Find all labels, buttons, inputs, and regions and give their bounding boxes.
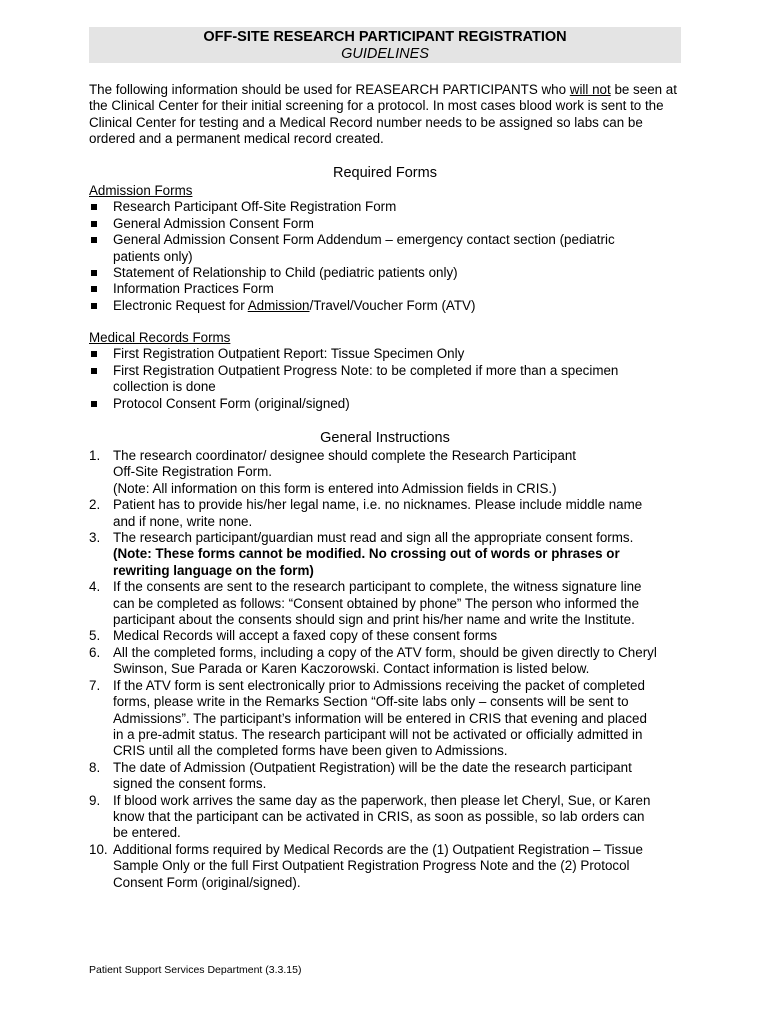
instruction-item — [89, 628, 689, 644]
instruction-number: 9. — [89, 792, 101, 808]
page-subtitle: GUIDELINES — [341, 46, 429, 62]
instruction-item — [89, 579, 689, 628]
page-title: OFF-SITE RESEARCH PARTICIPANT REGISTRATION — [203, 29, 567, 45]
bullet-icon — [91, 303, 97, 309]
instruction-item — [89, 793, 689, 842]
instruction-line: Sample Only or the full First Outpatient Registration Progress Note and the (2) Protocol — [113, 858, 630, 874]
instruction-line: Patient has to provide his/her legal name, i.e. no nicknames. Please include middle name — [113, 497, 643, 513]
instruction-line: be entered. — [113, 825, 181, 841]
instruction-item — [89, 497, 689, 530]
list-item: General Admission Consent Form — [89, 216, 689, 232]
instruction-line: signed the consent forms. — [113, 776, 267, 792]
medical-records-list — [89, 346, 689, 412]
list-item: Information Practices Form — [89, 281, 689, 297]
general-instructions-section — [89, 448, 689, 891]
instruction-number: 2. — [89, 497, 101, 513]
instruction-item — [89, 760, 689, 793]
list-item: Research Participant Off-Site Registration Form — [89, 199, 689, 215]
instruction-line: forms, please write in the Remarks Section “Off-site labs only – consents will be sent to — [113, 694, 629, 710]
intro-paragraph — [89, 82, 679, 148]
bullet-icon — [91, 351, 97, 357]
list-item: Electronic Request for Admission/Travel/Voucher Form (ATV) — [89, 298, 689, 314]
instruction-line: Admissions”. The participant’s information will be entered in CRIS that evening and placed — [113, 710, 647, 726]
instruction-line: (Note: All information on this form is entered into Admission fields in CRIS.) — [113, 480, 557, 496]
instruction-item — [89, 678, 689, 760]
bullet-icon — [91, 221, 97, 227]
bullet-icon — [91, 286, 97, 292]
instruction-number: 1. — [89, 448, 101, 463]
instruction-item — [89, 448, 689, 497]
instruction-number: 7. — [89, 677, 101, 693]
instruction-line: Swinson, Sue Parada or Karen Kaczorowski. Contact information is listed below. — [113, 661, 590, 677]
instruction-item — [89, 842, 689, 891]
instruction-line: in a pre-admit status. The research participant will not be activated or officially admitted in — [113, 726, 643, 742]
bullet-icon — [91, 237, 97, 243]
instruction-line: If blood work arrives the same day as the paperwork, then please let Cheryl, Sue, or Karen — [113, 792, 651, 808]
instruction-number: 10. — [89, 841, 108, 857]
instruction-number: 5. — [89, 628, 101, 644]
list-item: General Admission Consent Form Addendum – emergency contact section (pediatric patients only) — [89, 232, 653, 265]
medical-records-heading: Medical Records Forms — [89, 330, 231, 345]
instructions-list — [89, 448, 689, 891]
instruction-line: participant about the consents should sign and print his/her name and write the Institute. — [113, 612, 635, 628]
instruction-line: The research participant/guardian must read and sign all the appropriate consent forms. — [113, 530, 634, 546]
bullet-icon — [91, 204, 97, 210]
list-item: Statement of Relationship to Child (pediatric patients only) — [89, 265, 689, 281]
bullet-icon — [91, 270, 97, 276]
instruction-line: Off-Site Registration Form. — [113, 464, 273, 480]
admission-forms-section — [89, 183, 689, 314]
instruction-line: and if none, write none. — [113, 513, 253, 529]
instruction-line: If the consents are sent to the research participant to complete, the witness signature line — [113, 579, 642, 595]
instruction-line: If the ATV form is sent electronically prior to Admissions receiving the packet of completed — [113, 677, 645, 693]
bullet-icon — [91, 401, 97, 407]
instruction-number: 3. — [89, 530, 101, 546]
instruction-note: (Note: These forms cannot be modified. No crossing out of words or phrases or — [113, 546, 620, 562]
list-item: First Registration Outpatient Progress Note: to be completed if more than a specimen collection is done — [89, 363, 673, 396]
admission-forms-heading: Admission Forms — [89, 183, 193, 198]
instruction-line: The date of Admission (Outpatient Registration) will be the date the research participant — [113, 759, 632, 775]
instruction-line: The research coordinator/ designee should complete the Research Participant — [113, 448, 576, 463]
instruction-line: Medical Records will accept a faxed copy of these consent forms — [113, 628, 498, 644]
medical-records-section — [89, 330, 689, 412]
instruction-item — [89, 530, 689, 579]
instruction-line: All the completed forms, including a copy of the ATV form, should be given directly to Cheryl — [113, 644, 657, 660]
list-item: First Registration Outpatient Report: Tissue Specimen Only — [89, 346, 689, 362]
intro-emphasis: will not — [569, 82, 611, 97]
admission-forms-list — [89, 199, 689, 314]
instruction-note: rewriting language on the form) — [113, 562, 314, 578]
intro-text-start: The following information should be used for REASEARCH PARTICIPANTS who — [89, 82, 570, 97]
title-banner — [89, 27, 681, 63]
instruction-number: 8. — [89, 759, 101, 775]
instruction-line: can be completed as follows: “Consent obtained by phone” The person who informed the — [113, 595, 640, 611]
instruction-line: Additional forms required by Medical Records are the (1) Outpatient Registration – Tissue — [113, 841, 643, 857]
required-forms-heading: Required Forms — [333, 165, 437, 181]
instruction-line: CRIS until all the completed forms have been given to Admissions. — [113, 743, 508, 759]
instruction-number: 6. — [89, 644, 101, 660]
footer-text: Patient Support Services Department (3.3.15) — [89, 964, 302, 976]
bullet-icon — [91, 368, 97, 374]
general-instructions-heading: General Instructions — [320, 430, 450, 446]
intro-text-end: be seen at the Clinical Center for their initial screening for a protocol. In most cases blood work is sent to the Clinical Center for testing and a Medical Record number needs to be assigned so labs can be ordered and a permanent medical record created. — [89, 82, 677, 147]
instruction-line: know that the participant can be activated in CRIS, as soon as possible, so lab orders can — [113, 808, 645, 824]
list-item: Protocol Consent Form (original/signed) — [89, 396, 689, 412]
instruction-line: Consent Form (original/signed). — [113, 874, 301, 890]
instruction-item — [89, 645, 689, 678]
instruction-number: 4. — [89, 579, 101, 595]
